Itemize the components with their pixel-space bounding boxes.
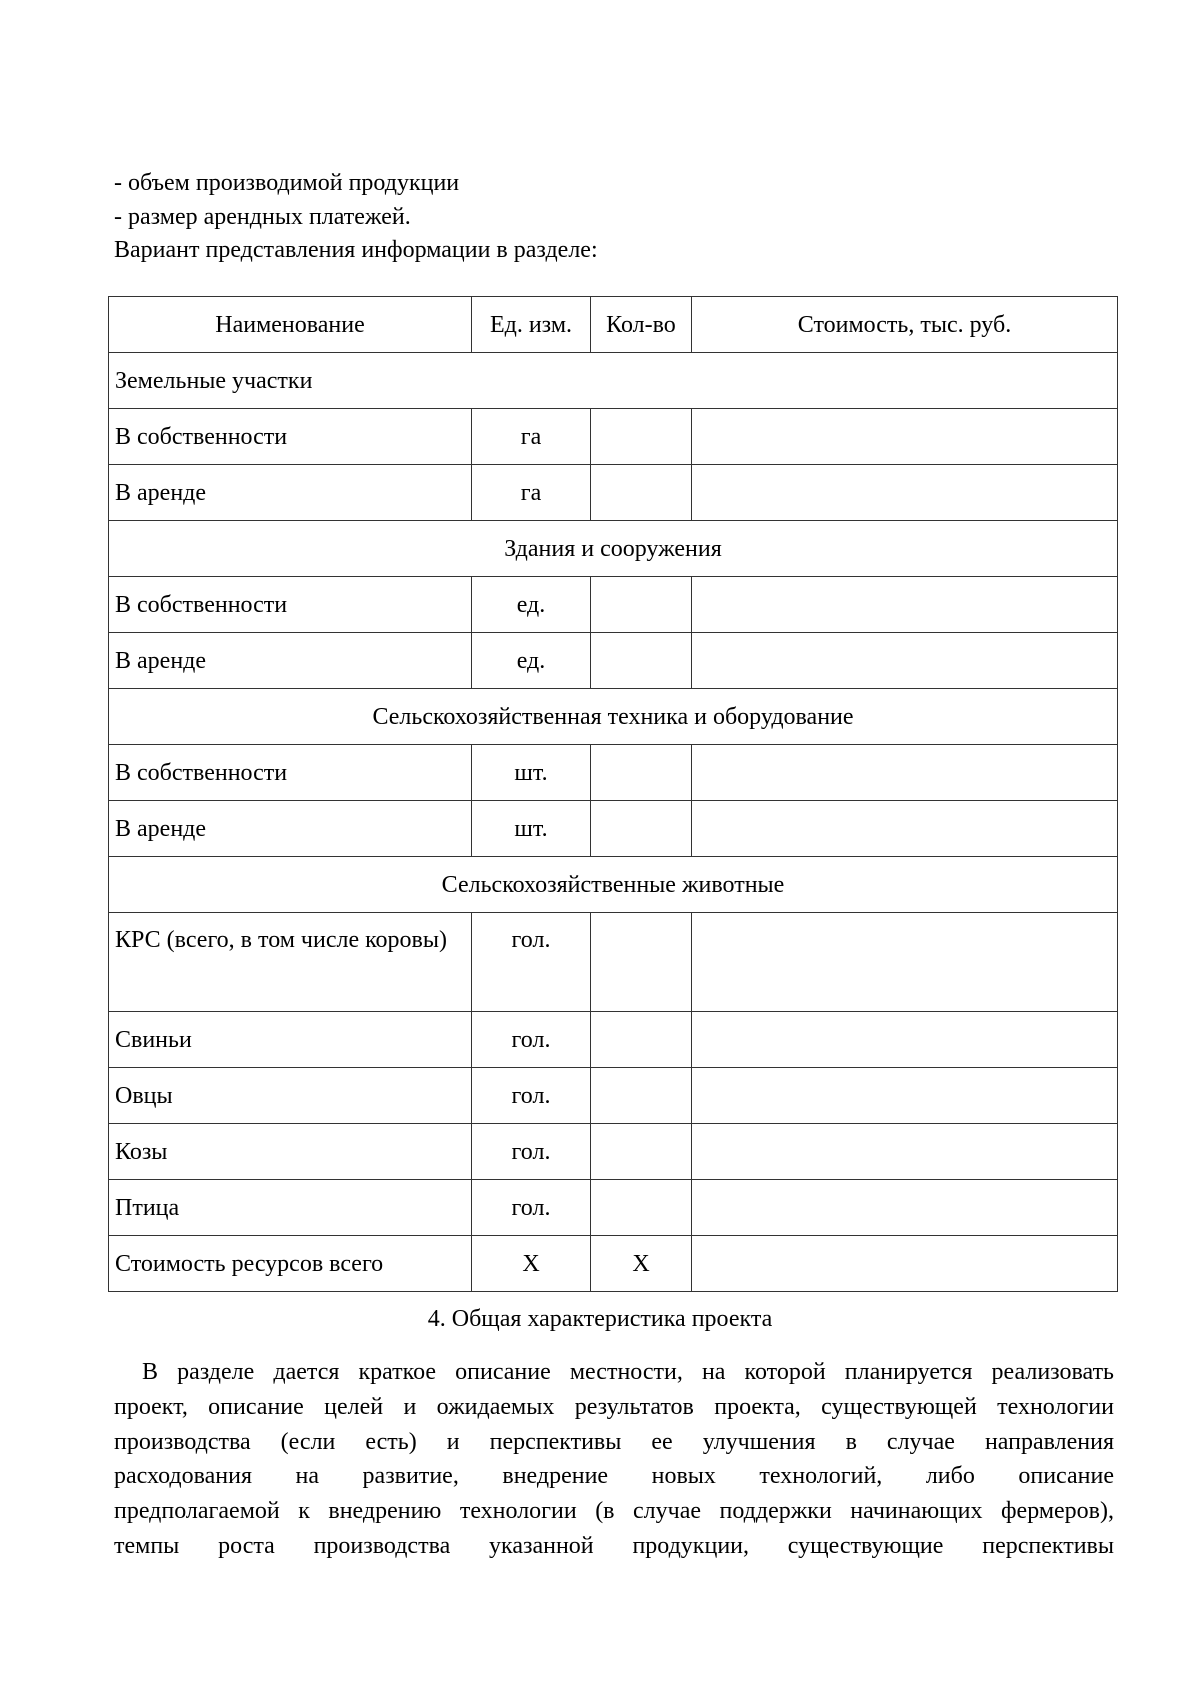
cell-name: В аренде <box>109 465 472 521</box>
cell-unit: Х <box>472 1236 591 1292</box>
cell-unit: гол. <box>472 1012 591 1068</box>
cell-qty <box>591 1180 692 1236</box>
cell-qty <box>591 577 692 633</box>
table-row <box>109 1124 1118 1180</box>
intro-line-3: Вариант представления информации в разделе: <box>114 237 598 263</box>
table-row <box>109 633 1118 689</box>
cell-unit: гол. <box>472 913 591 1012</box>
header-cost: Стоимость, тыс. руб. <box>692 297 1118 353</box>
section-4-heading: 4. Общая характеристика проекта <box>427 1306 773 1332</box>
paragraph-line: темпы роста производства указанной продукции, существующие перспективы <box>114 1532 1114 1559</box>
cell-name: Птица <box>109 1180 472 1236</box>
paragraph-line: В разделе дается краткое описание местности, на которой планируется реализовать <box>142 1359 1114 1385</box>
cell-unit: га <box>472 409 591 465</box>
cell-cost <box>692 1068 1118 1124</box>
cell-qty: Х <box>591 1236 692 1292</box>
paragraph-line: предполагаемой к внедрению технологии (в случае поддержки начинающих фермеров), <box>114 1498 1114 1525</box>
table-row <box>109 465 1118 521</box>
cell-qty <box>591 745 692 801</box>
table-body <box>109 353 1118 1292</box>
intro-line-2: - размер арендных платежей. <box>114 204 411 230</box>
cell-qty <box>591 1124 692 1180</box>
section-label: Земельные участки <box>109 353 1118 409</box>
table-section-row <box>109 353 1118 409</box>
paragraph-line: расходования на развитие, внедрение новых технологий, либо описание <box>114 1463 1114 1490</box>
table-header-row <box>109 297 1118 353</box>
cell-name: Стоимость ресурсов всего <box>109 1236 472 1292</box>
cell-unit: гол. <box>472 1068 591 1124</box>
paragraph-line: производства (если есть) и перспективы ее улучшения в случае направления <box>114 1428 1114 1455</box>
cell-name: В аренде <box>109 633 472 689</box>
cell-cost <box>692 633 1118 689</box>
table-row <box>109 577 1118 633</box>
cell-name: В собственности <box>109 577 472 633</box>
table-section-row <box>109 857 1118 913</box>
paragraph-line: проект, описание целей и ожидаемых результатов проекта, существующей технологии <box>114 1393 1114 1420</box>
table-row <box>109 745 1118 801</box>
table-row <box>109 1236 1118 1292</box>
table-section-row <box>109 521 1118 577</box>
header-unit: Ед. изм. <box>472 297 591 353</box>
cell-name: КРС (всего, в том числе коровы) <box>109 913 472 1012</box>
table-row <box>109 913 1118 1012</box>
cell-cost <box>692 745 1118 801</box>
cell-cost <box>692 409 1118 465</box>
header-qty: Кол-во <box>591 297 692 353</box>
cell-qty <box>591 913 692 1012</box>
section-4-paragraph <box>114 1355 1114 1564</box>
cell-cost <box>692 1180 1118 1236</box>
cell-qty <box>591 1012 692 1068</box>
section-label: Сельскохозяйственная техника и оборудование <box>109 689 1118 745</box>
cell-qty <box>591 465 692 521</box>
cell-cost <box>692 913 1118 1012</box>
table-row <box>109 1068 1118 1124</box>
cell-cost <box>692 801 1118 857</box>
cell-cost <box>692 577 1118 633</box>
table-row <box>109 801 1118 857</box>
cell-name: В аренде <box>109 801 472 857</box>
header-name: Наименование <box>109 297 472 353</box>
intro-line-1: - объем производимой продукции <box>114 170 460 196</box>
table-row <box>109 1012 1118 1068</box>
cell-unit: га <box>472 465 591 521</box>
cell-unit: ед. <box>472 577 591 633</box>
cell-unit: шт. <box>472 801 591 857</box>
cell-name: В собственности <box>109 745 472 801</box>
cell-qty <box>591 409 692 465</box>
cell-cost <box>692 1236 1118 1292</box>
cell-name: Свиньи <box>109 1012 472 1068</box>
cell-cost <box>692 1124 1118 1180</box>
table-section-row <box>109 689 1118 745</box>
cell-unit: шт. <box>472 745 591 801</box>
cell-unit: гол. <box>472 1124 591 1180</box>
cell-qty <box>591 1068 692 1124</box>
cell-qty <box>591 633 692 689</box>
cell-name: Козы <box>109 1124 472 1180</box>
cell-cost <box>692 465 1118 521</box>
resources-table <box>108 296 1118 1292</box>
cell-unit: гол. <box>472 1180 591 1236</box>
cell-unit: ед. <box>472 633 591 689</box>
cell-name: Овцы <box>109 1068 472 1124</box>
cell-cost <box>692 1012 1118 1068</box>
section-label: Здания и сооружения <box>109 521 1118 577</box>
section-label: Сельскохозяйственные животные <box>109 857 1118 913</box>
cell-name: В собственности <box>109 409 472 465</box>
table-row <box>109 409 1118 465</box>
cell-qty <box>591 801 692 857</box>
table-row <box>109 1180 1118 1236</box>
